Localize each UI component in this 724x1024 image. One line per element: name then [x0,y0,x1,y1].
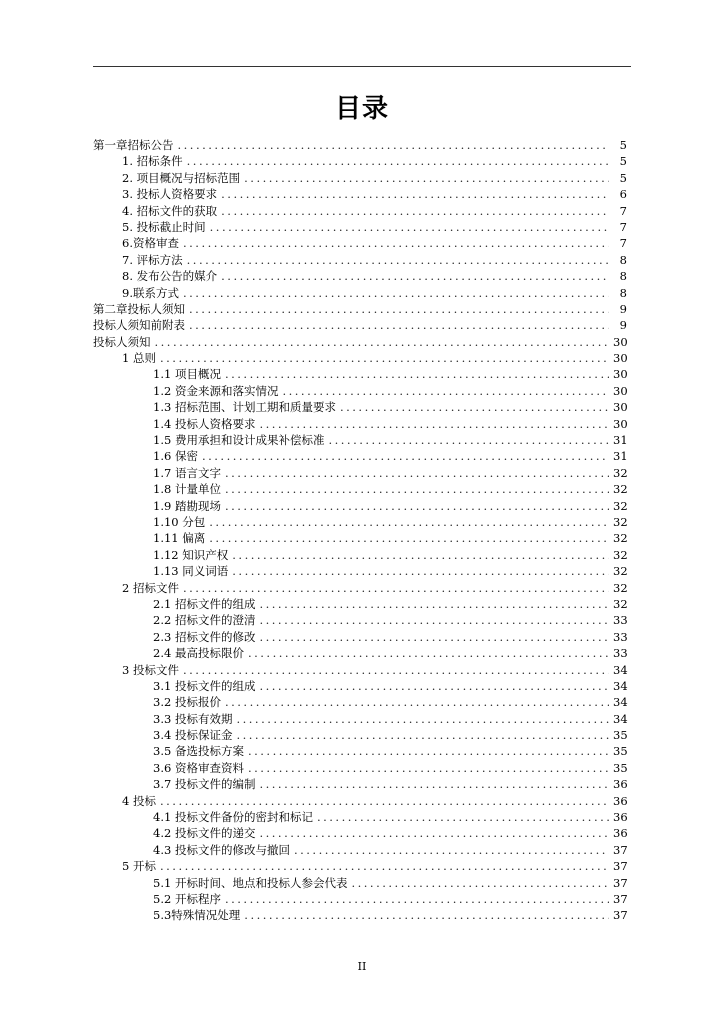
toc-leader-dots [225,694,609,710]
toc-leader-dots [202,448,609,464]
toc-entry[interactable] [93,383,631,399]
toc-entry-page: 32 [613,596,628,611]
toc-leader-dots [189,301,609,317]
toc-entry-label: 5.1 开标时间、地点和投标人参会代表 [153,875,348,890]
toc-leader-dots [259,629,609,645]
toc-entry[interactable] [93,547,631,563]
toc-entry-label: 1.7 语言文字 [153,465,221,480]
toc-entry[interactable] [93,596,631,612]
toc-entry-label: 1.3 招标范围、计划工期和质量要求 [153,400,336,415]
toc-entry[interactable] [93,481,631,497]
toc-entry-label: 1.4 投标人资格要求 [153,416,256,431]
toc-leader-dots [236,727,609,743]
toc-entry[interactable] [93,317,631,333]
toc-entry-page: 7 [619,219,627,234]
toc-entry[interactable] [93,678,631,694]
toc-entry-page: 32 [613,465,628,480]
toc-entry-page: 31 [613,433,628,448]
toc-entry[interactable] [93,514,631,530]
toc-leader-dots [221,186,609,202]
toc-leader-dots [160,350,609,366]
toc-entry-label: 3.5 备选投标方案 [153,744,244,759]
toc-entry-page: 32 [613,547,628,562]
toc-entry-page: 37 [613,842,628,857]
toc-entry[interactable] [93,448,631,464]
toc-entry-page: 36 [613,777,628,792]
toc-entry-page: 8 [619,269,627,284]
toc-leader-dots [232,547,609,563]
toc-entry-page: 8 [619,252,627,267]
toc-leader-dots [210,219,609,235]
toc-entry-page: 36 [613,810,628,825]
toc-entry[interactable] [93,334,631,350]
toc-leader-dots [248,645,609,661]
toc-leader-dots [244,907,609,923]
toc-leader-dots [225,366,609,382]
toc-entry-label: 9.联系方式 [122,285,179,300]
toc-leader-dots [221,268,609,284]
toc-entry-label: 1.12 知识产权 [153,547,229,562]
toc-entry[interactable] [93,498,631,514]
toc-entry-page: 5 [619,154,627,169]
toc-entry-label: 4 投标 [122,793,156,808]
toc-entry-label: 4.3 投标文件的修改与撤回 [153,842,290,857]
toc-entry-label: 投标人须知前附表 [93,318,185,333]
toc-leader-dots [209,514,609,530]
toc-entry-page: 35 [613,760,628,775]
toc-entry-label: 3 投标文件 [122,662,179,677]
toc-entry-label: 2.2 招标文件的澄清 [153,613,256,628]
toc-leader-dots [340,399,609,415]
toc-entry[interactable] [93,809,631,825]
toc-entry[interactable] [93,629,631,645]
toc-entry-label: 第一章招标公告 [93,138,174,152]
toc-entry-page: 5 [619,170,627,185]
toc-leader-dots [259,596,609,612]
toc-entry[interactable] [93,219,631,235]
toc-entry-label: 5.2 开标程序 [153,891,221,906]
toc-entry-page: 30 [613,334,628,349]
toc-leader-dots [183,580,609,596]
toc-entry[interactable] [93,711,631,727]
toc-entry[interactable] [93,694,631,710]
toc-entry-label: 2.1 招标文件的组成 [153,596,256,611]
toc-entry[interactable] [93,612,631,628]
toc-leader-dots [183,235,609,251]
toc-entry-page: 5 [619,138,627,152]
toc-entry-label: 1.11 偏离 [153,531,206,546]
toc-entry[interactable] [93,432,631,448]
toc-leader-dots [160,858,609,874]
toc-entry[interactable] [93,645,631,661]
toc-entry-label: 3.7 投标文件的编制 [153,777,256,792]
toc-entry-page: 37 [613,859,628,874]
toc-leader-dots [187,252,609,268]
toc-entry-page: 30 [613,351,628,366]
toc-leader-dots [189,317,609,333]
toc-entry-page: 33 [613,613,628,628]
toc-entry[interactable] [93,727,631,743]
toc-entry-label: 3. 投标人资格要求 [122,187,218,202]
toc-entry-label: 4.2 投标文件的递交 [153,826,256,841]
toc-entry[interactable] [93,285,631,301]
toc-entry-label: 2 招标文件 [122,580,179,595]
toc-entry[interactable] [93,563,631,579]
toc-entry-page: 32 [613,514,628,529]
toc-leader-dots [183,662,609,678]
toc-entry-page: 37 [613,875,628,890]
toc-entry-page: 32 [613,482,628,497]
header-rule [93,66,631,67]
toc-entry-label: 6.资格审查 [122,236,179,251]
toc-entry-page: 7 [619,236,627,251]
toc-leader-dots [183,285,609,301]
toc-leader-dots [259,612,609,628]
toc-leader-dots [232,563,609,579]
toc-entry-label: 1.2 资金来源和落实情况 [153,383,279,398]
toc-entry-page: 34 [613,695,628,710]
toc-leader-dots [328,432,609,448]
toc-entry-label: 3.2 投标报价 [153,695,221,710]
toc-entry-page: 30 [613,367,628,382]
toc-entry[interactable] [93,776,631,792]
toc-entry[interactable] [93,842,631,858]
toc-leader-dots [236,711,609,727]
toc-entry[interactable] [93,186,631,202]
toc-entry[interactable] [93,366,631,382]
toc-entry-label: 5 开标 [122,859,156,874]
toc-leader-dots [225,498,609,514]
toc-entry-page: 32 [613,580,628,595]
toc-leader-dots [155,334,610,350]
toc-entry[interactable] [93,252,631,268]
toc-entry[interactable] [93,760,631,776]
toc-entry-page: 30 [613,400,628,415]
toc-leader-dots [351,875,609,891]
toc-leader-dots [259,416,609,432]
toc-entry-label: 1.6 保密 [153,449,198,464]
toc-entry-page: 37 [613,891,628,906]
toc-entry-page: 8 [619,285,627,300]
toc-entry-label: 1.9 踏勘现场 [153,498,221,513]
toc-entry[interactable] [93,743,631,759]
toc-entry[interactable] [93,416,631,432]
toc-entry-label: 第二章投标人须知 [93,301,185,316]
toc-leader-dots [244,170,609,186]
toc-entry-label: 2.3 招标文件的修改 [153,629,256,644]
toc-entry-label: 5.3特殊情况处理 [153,908,241,923]
toc-entry-label: 3.6 资格审查资料 [153,760,244,775]
toc-entry[interactable] [93,465,631,481]
toc-entry-label: 8. 发布公告的媒介 [122,269,218,284]
toc-entry-page: 33 [613,646,628,661]
toc-entry[interactable] [93,350,631,366]
toc-entry-page: 35 [613,728,628,743]
toc-entry-label: 4. 招标文件的获取 [122,203,218,218]
page-number: II [357,960,367,973]
toc-entry[interactable] [93,662,631,678]
toc-entry-page: 30 [613,383,628,398]
toc-entry-label: 1.1 项目概况 [153,367,221,382]
toc-entry[interactable] [93,825,631,841]
toc-entry-label: 1.8 计量单位 [153,482,221,497]
toc-entry-page: 9 [619,318,627,333]
toc-entry-label: 3.4 投标保证金 [153,728,233,743]
toc-entry[interactable] [93,301,631,317]
toc-leader-dots [259,825,609,841]
toc-entry-label: 2. 项目概况与招标范围 [122,170,241,185]
toc-leader-dots [187,153,609,169]
toc-entry-label: 1 总则 [122,351,156,366]
toc-entry-page: 37 [613,908,628,923]
table-of-contents [93,137,631,924]
toc-leader-dots [259,678,609,694]
toc-entry[interactable] [93,399,631,415]
toc-entry-page: 33 [613,629,628,644]
toc-entry[interactable] [93,858,631,874]
toc-entry-label: 1. 招标条件 [122,154,183,169]
toc-leader-dots [178,137,610,153]
toc-leader-dots [225,465,609,481]
toc-entry-label: 4.1 投标文件备份的密封和标记 [153,810,313,825]
toc-entry[interactable] [93,793,631,809]
toc-entry[interactable] [93,268,631,284]
toc-entry[interactable] [93,235,631,251]
toc-entry-label: 1.10 分包 [153,514,206,529]
toc-entry-page: 36 [613,793,628,808]
toc-entry-page: 7 [619,203,627,218]
toc-entry-page: 34 [613,678,628,693]
document-title: 目录 [334,94,389,124]
toc-entry[interactable] [93,137,631,153]
toc-entry[interactable] [93,203,631,219]
toc-entry[interactable] [93,530,631,546]
toc-leader-dots [225,481,609,497]
toc-entry[interactable] [93,580,631,596]
toc-entry-page: 31 [613,449,628,464]
toc-entry-page: 32 [613,531,628,546]
toc-entry-label: 投标人须知 [93,334,151,349]
toc-leader-dots [209,530,609,546]
toc-entry-page: 36 [613,826,628,841]
toc-entry-page: 34 [613,711,628,726]
toc-entry[interactable] [93,875,631,891]
toc-entry-page: 32 [613,498,628,513]
toc-entry[interactable] [93,170,631,186]
toc-entry[interactable] [93,907,631,923]
toc-entry-label: 1.13 同义词语 [153,564,229,579]
toc-entry-label: 1.5 费用承担和设计成果补偿标准 [153,433,325,448]
toc-entry-page: 32 [613,564,628,579]
toc-entry-label: 5. 投标截止时间 [122,219,206,234]
toc-leader-dots [317,809,609,825]
toc-leader-dots [225,891,609,907]
toc-leader-dots [248,760,609,776]
toc-leader-dots [160,793,609,809]
toc-entry-label: 3.1 投标文件的组成 [153,678,256,693]
toc-entry-page: 34 [613,662,628,677]
toc-leader-dots [282,383,609,399]
toc-leader-dots [294,842,609,858]
toc-entry[interactable] [93,891,631,907]
toc-entry-page: 9 [619,301,627,316]
toc-entry-label: 3.3 投标有效期 [153,711,233,726]
toc-leader-dots [259,776,609,792]
toc-entry-page: 35 [613,744,628,759]
toc-entry[interactable] [93,153,631,169]
toc-entry-label: 2.4 最高投标限价 [153,646,244,661]
toc-leader-dots [221,203,609,219]
toc-entry-page: 30 [613,416,628,431]
toc-leader-dots [248,743,609,759]
toc-entry-page: 6 [619,187,627,202]
toc-entry-label: 7. 评标方法 [122,252,183,267]
